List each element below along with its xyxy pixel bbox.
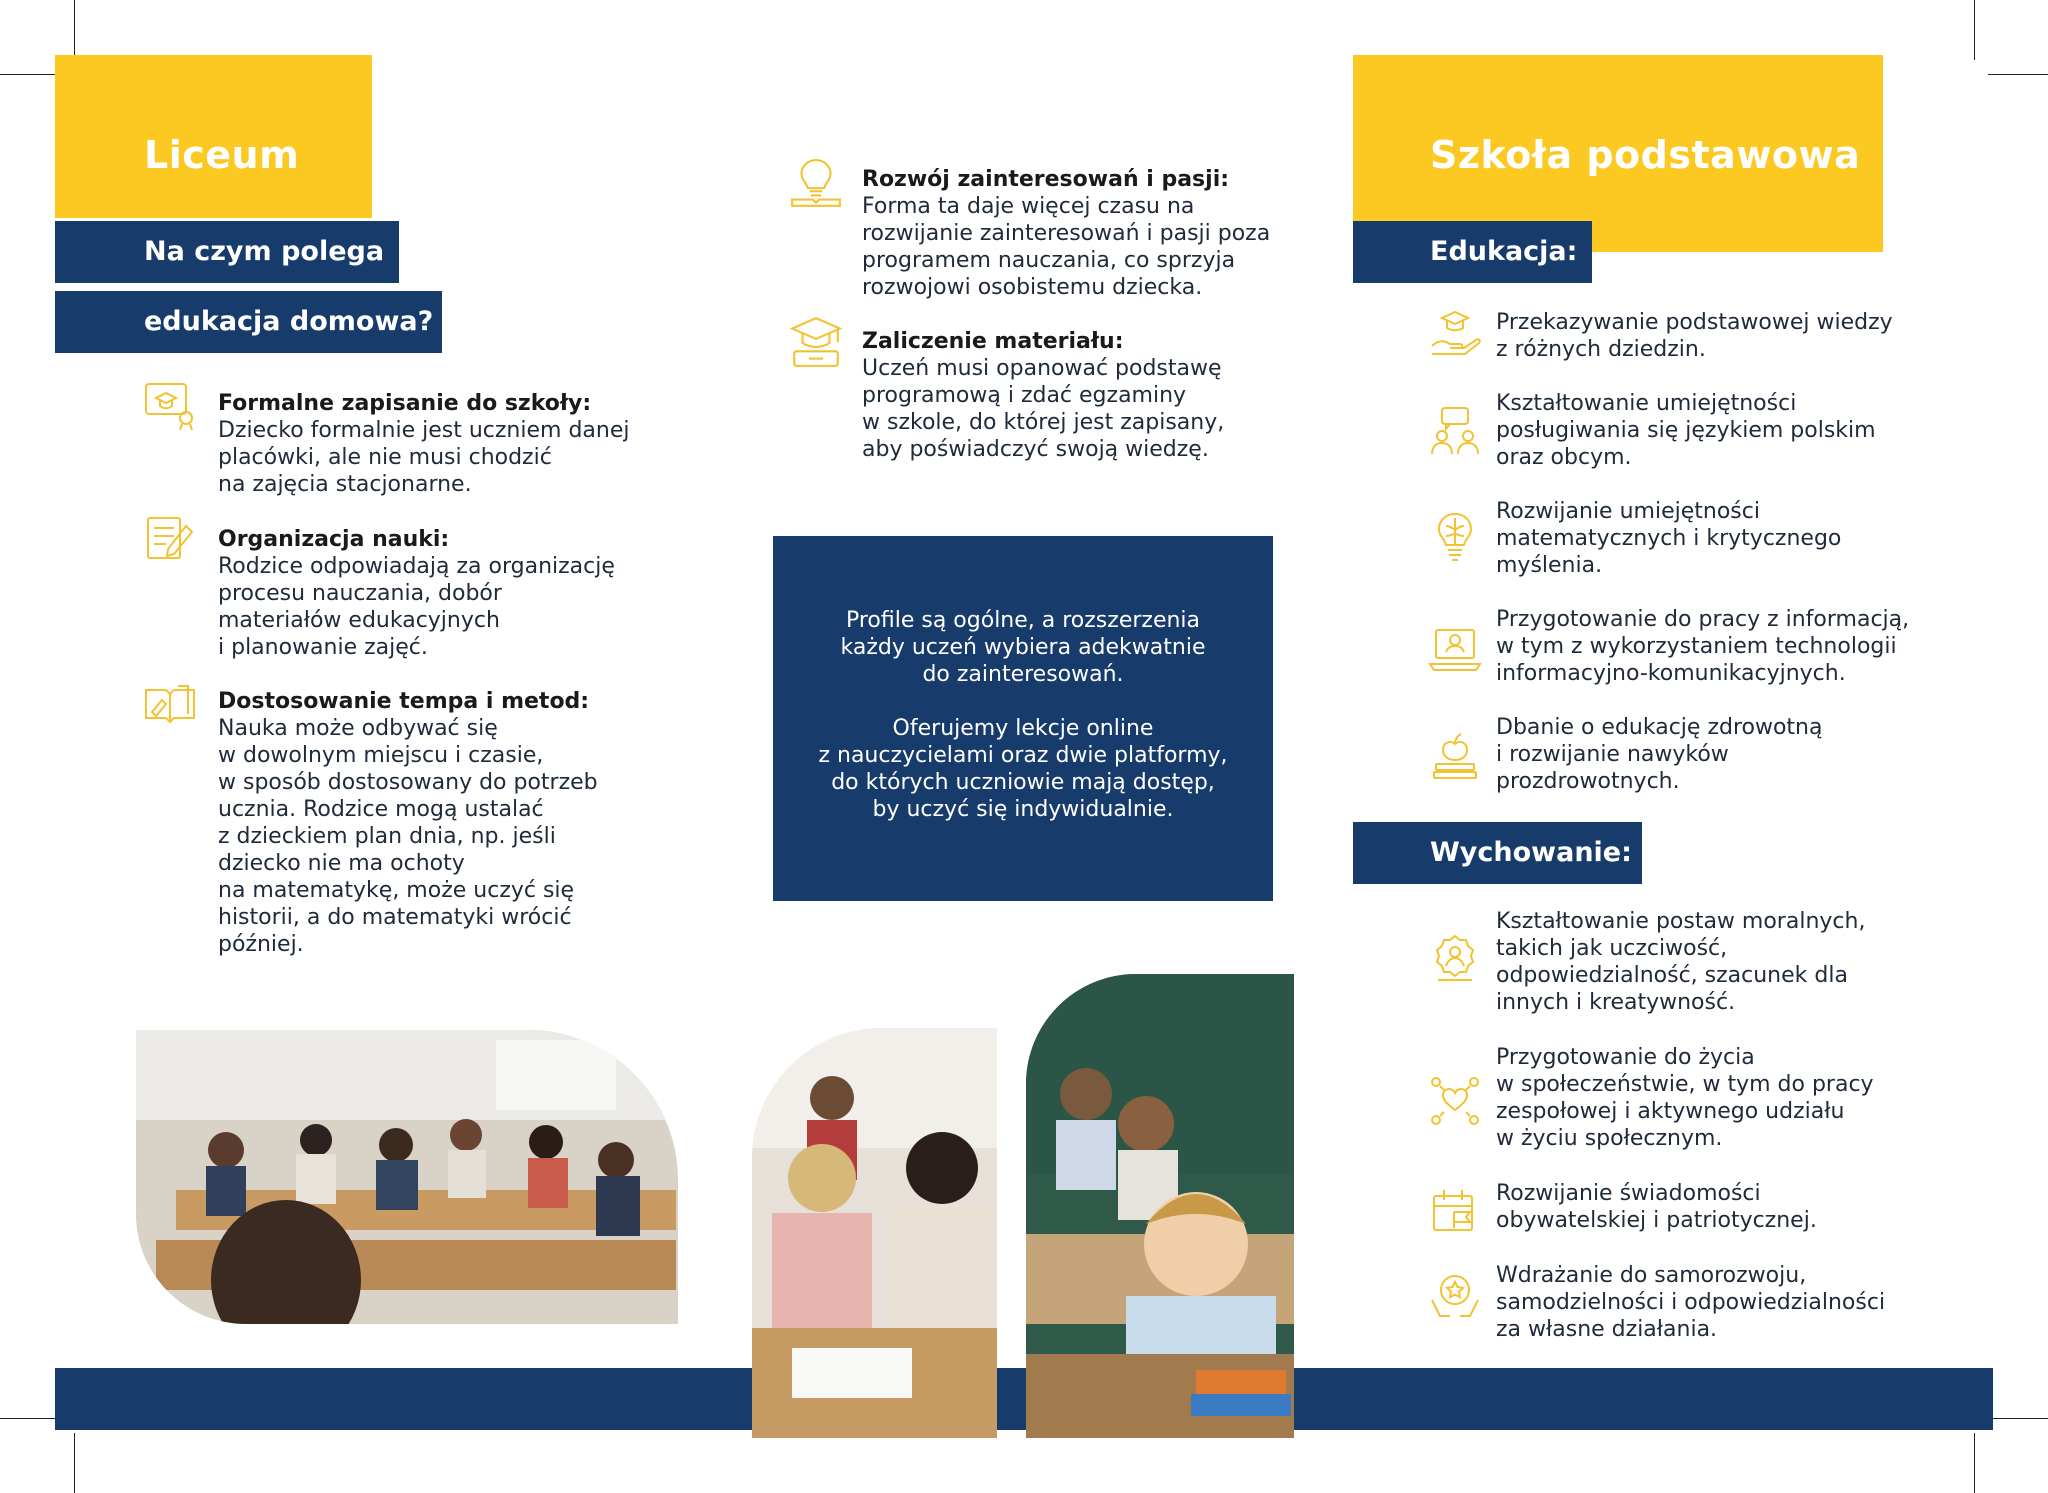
subtitle-line-2: edukacja domowa? [144, 306, 434, 337]
upbringing-item-3: Rozwijanie świadomości obywatelskiej i patriotycznej. [1496, 1181, 1817, 1233]
liceum-title: Liceum [144, 133, 300, 177]
education-heading-bar [1353, 221, 1592, 283]
left-item-1-text: Dziecko formalnie jest uczniem danej placówki, ale nie musi chodzić na zajęcia stacjonarne. [218, 418, 630, 497]
laptop-icon [1428, 622, 1482, 676]
education-item-1: Przekazywanie podstawowej wiedzy z różnych dziedzin. [1496, 310, 1893, 362]
middle-item-1 [862, 166, 1292, 301]
primary-school-title: Szkoła podstawowa [1430, 133, 1861, 177]
middle-item-2-text: Uczeń musi opanować podstawę programową i zdać egzaminy w szkole, do której jest zapisany, aby poświadczyć swoją wiedzę. [862, 356, 1225, 462]
subtitle-line-1: Na czym polega [144, 236, 385, 267]
education-item-2: Kształtowanie umiejętności posługiwania się językiem polskim oraz obcym. [1496, 391, 1876, 470]
graduation-cap-icon [788, 314, 844, 370]
left-item-3-text: Nauka może odbywać się w dowolnym miejscu i czasie, w sposób dostosowany do potrzeb ucznia. Rodzice mogą ustalać z dzieckiem plan dnia, np. jeśli dziecko nie ma ochoty na matematykę, może uczyć się historii, a do matematyki wrócić później. [218, 716, 598, 957]
liceum-header-box [55, 55, 372, 218]
education-item-3: Rozwijanie umiejętności matematycznych i krytycznego myślenia. [1496, 499, 1842, 578]
crop-mark [1988, 1418, 2048, 1419]
crop-mark [1974, 0, 1975, 60]
calendar-flag-icon [1428, 1182, 1482, 1236]
brain-bulb-icon [1428, 510, 1482, 564]
footer-band-right [1294, 1368, 1993, 1430]
hand-cap-icon [1428, 306, 1482, 360]
award-person-icon [1428, 932, 1482, 986]
left-item-3-title: Dostosowanie tempa i metod: [218, 689, 590, 714]
upbringing-item-1: Kształtowanie postaw moralnych, takich jak uczciwość, odpowiedzialność, szacunek dla innych i kreatywność. [1496, 909, 1866, 1015]
school-enroll-icon [142, 378, 196, 432]
left-item-1 [218, 390, 678, 498]
students-photo [752, 1028, 997, 1438]
info-box [773, 536, 1273, 901]
crop-mark [74, 1433, 75, 1493]
subtitle-bar-2 [55, 291, 442, 353]
footer-band-left [55, 1368, 752, 1430]
open-book-icon [142, 676, 196, 730]
classroom-photo [136, 1030, 678, 1324]
left-item-2-title: Organizacja nauki: [218, 527, 450, 552]
upbringing-heading-bar [1353, 822, 1642, 884]
left-item-1-title: Formalne zapisanie do szkoły: [218, 391, 592, 416]
hands-star-icon [1428, 1270, 1482, 1324]
info-paragraph-1: Profile są ogólne, a rozszerzenia każdy uczeń wybiera adekwatnie do zainteresowań. [840, 608, 1206, 687]
education-heading: Edukacja: [1430, 236, 1578, 267]
crop-mark [0, 74, 60, 75]
education-item-5: Dbanie o edukację zdrowotną i rozwijanie nawyków prozdrowotnych. [1496, 715, 1823, 794]
lightbulb-book-icon [788, 156, 844, 212]
middle-item-1-text: Forma ta daje więcej czasu na rozwijanie zainteresowań i pasji poza programem nauczania, co sprzyja rozwojowi osobistemu dziecka. [862, 194, 1271, 300]
community-heart-icon [1428, 1074, 1482, 1128]
notepad-pencil-icon [142, 512, 196, 566]
upbringing-item-2: Przygotowanie do życia w społeczeństwie, w tym do pracy zespołowej i aktywnego udziału w życiu społecznym. [1496, 1045, 1874, 1151]
footer-band-middle [997, 1368, 1026, 1430]
crop-mark [1988, 74, 2048, 75]
left-item-3 [218, 688, 678, 958]
apple-books-icon [1428, 728, 1482, 782]
middle-item-2-title: Zaliczenie materiału: [862, 329, 1124, 354]
people-speech-icon [1428, 404, 1482, 458]
left-item-2-text: Rodzice odpowiadają za organizację procesu nauczania, dobór materiałów edukacyjnych i planowanie zajęć. [218, 554, 615, 660]
crop-mark [0, 1418, 60, 1419]
middle-item-1-title: Rozwój zainteresowań i pasji: [862, 167, 1230, 192]
middle-item-2 [862, 328, 1292, 463]
boy-photo [1026, 974, 1294, 1438]
left-item-2 [218, 526, 678, 661]
crop-mark [74, 0, 75, 60]
upbringing-item-4: Wdrażanie do samorozwoju, samodzielności i odpowiedzialności za własne działania. [1496, 1263, 1886, 1342]
upbringing-heading: Wychowanie: [1430, 837, 1632, 868]
info-paragraph-2: Oferujemy lekcje online z nauczycielami oraz dwie platformy, do których uczniowie mają dostęp, by uczyć się indywidualnie. [818, 716, 1228, 822]
subtitle-bar-1 [55, 221, 399, 283]
crop-mark [1974, 1433, 1975, 1493]
education-item-4: Przygotowanie do pracy z informacją, w tym z wykorzystaniem technologii informacyjno-komunikacyjnych. [1496, 607, 1910, 686]
